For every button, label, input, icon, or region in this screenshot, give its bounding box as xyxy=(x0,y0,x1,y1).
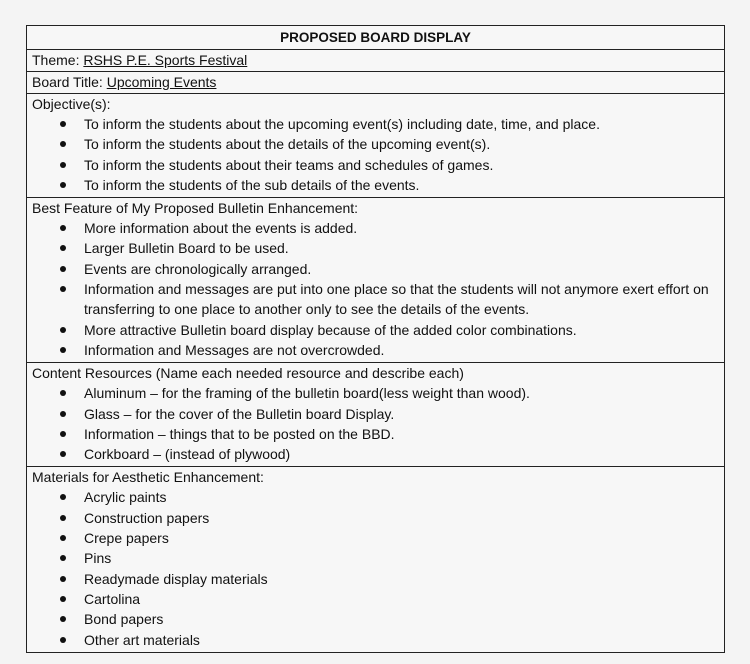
list-item: To inform the students about their teams and schedules of games. xyxy=(84,155,719,175)
materials-section xyxy=(27,467,724,651)
best-feature-list xyxy=(32,218,719,360)
theme-value: RSHS P.E. Sports Festival xyxy=(83,52,248,68)
list-item: Bond papers xyxy=(84,609,719,629)
materials-list xyxy=(32,487,719,649)
materials-heading: Materials for Aesthetic Enhancement: xyxy=(32,469,264,486)
objectives-heading: Objective(s): xyxy=(32,96,111,112)
list-item: Pins xyxy=(84,548,719,568)
list-item: Information and Messages are not overcrowded. xyxy=(84,340,719,360)
document-title: PROPOSED BOARD DISPLAY xyxy=(27,26,724,50)
list-item: Aluminum – for the framing of the bulletin board(less weight than wood). xyxy=(84,383,719,403)
board-title-value: Upcoming Events xyxy=(106,74,217,90)
objectives-section xyxy=(27,94,724,198)
list-item: Construction papers xyxy=(84,508,719,528)
list-item: Acrylic paints xyxy=(84,487,719,507)
list-item: Information and messages are put into one place so that the students will not anymore exert effort on transferring to one place to another only to see the details of the events. xyxy=(84,279,719,320)
list-item: To inform the students of the sub details of the events. xyxy=(84,175,719,195)
list-item: More attractive Bulletin board display because of the added color combinations. xyxy=(84,320,719,340)
theme-row xyxy=(27,50,724,72)
content-resources-heading: Content Resources (Name each needed resource and describe each) xyxy=(32,365,464,382)
proposal-table xyxy=(26,25,725,653)
list-item: Crepe papers xyxy=(84,528,719,548)
list-item: Glass – for the cover of the Bulletin board Display. xyxy=(84,404,719,424)
list-item: Cartolina xyxy=(84,589,719,609)
board-title-row xyxy=(27,72,724,94)
list-item: Readymade display materials xyxy=(84,569,719,589)
list-item: To inform the students about the upcoming event(s) including date, time, and place. xyxy=(84,114,719,134)
theme-label: Theme: xyxy=(32,52,80,68)
list-item: To inform the students about the details of the upcoming event(s). xyxy=(84,134,719,154)
list-item: Corkboard – (instead of plywood) xyxy=(84,444,719,464)
objectives-list xyxy=(32,114,719,195)
content-resources-section xyxy=(27,363,724,467)
best-feature-heading: Best Feature of My Proposed Bulletin Enhancement: xyxy=(32,200,359,217)
list-item: Events are chronologically arranged. xyxy=(84,259,719,279)
list-item: Other art materials xyxy=(84,630,719,650)
list-item: Information – things that to be posted on the BBD. xyxy=(84,424,719,444)
best-feature-section xyxy=(27,198,724,363)
list-item: Larger Bulletin Board to be used. xyxy=(84,238,719,258)
board-title-label: Board Title: xyxy=(32,74,103,90)
list-item: More information about the events is added. xyxy=(84,218,719,238)
content-resources-list xyxy=(32,383,719,464)
